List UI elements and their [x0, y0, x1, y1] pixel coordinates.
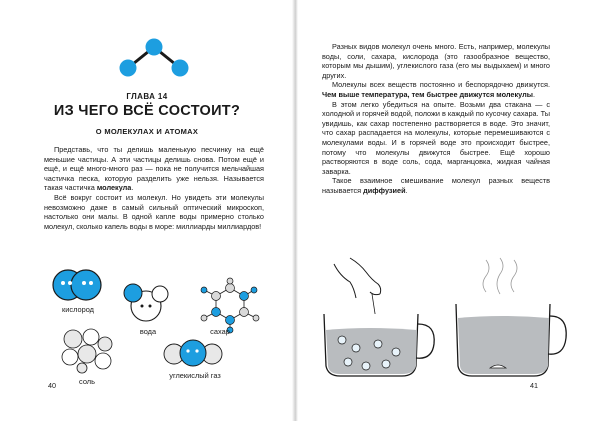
left-paragraph-1: Представь, что ты делишь маленькую песчинку на ещё меньшие частицы. А эти частицы делишь снова. Потом ещё и ещё, и ещё много-много раз — пока не получится мельчайшая частичка песка, которую разделить уже нельзя. Называется такая частичка молекула.: [44, 145, 264, 193]
water-molecule-illustration: [122, 282, 172, 328]
salt-crystal-illustration: [60, 326, 114, 374]
cold-water-cup-illustration: [320, 258, 438, 382]
page-number-left: 40: [48, 381, 56, 390]
sugar-label: сахар: [210, 327, 230, 336]
chapter-title: ИЗ ЧЕГО ВСЁ СОСТОИТ?: [53, 103, 241, 119]
water-label: вода: [139, 327, 157, 336]
co2-label: углекислый газ: [169, 371, 221, 380]
molecule-icon: [114, 38, 194, 82]
oxygen-label: кислород: [62, 305, 94, 314]
term-molecule: молекула: [96, 183, 132, 193]
right-paragraph-2: Молекулы всех веществ постоянно и беспорядочно движутся. Чем выше температура, тем быстрее движутся молекулы.: [322, 80, 550, 99]
left-page: [0, 0, 294, 421]
left-body-text: [44, 145, 264, 231]
hot-water-cup-illustration: [452, 258, 570, 382]
co2-molecule-illustration: [162, 338, 224, 370]
right-paragraph-1: Разных видов молекул очень много. Есть, например, молекулы воды, соли, сахара, кислорода (это газообразное вещество, которым мы дышим), углекислого газа (его мы выдыхаем) и много других.: [322, 42, 550, 80]
right-paragraph-4: Такое взаимное смешивание молекул разных веществ называется диффузией.: [322, 176, 550, 195]
right-body-text: [322, 42, 550, 196]
right-paragraph-3: В этом легко убедиться на опыте. Возьми два стакана — с холодной и горячей водой, положи в каждый по кусочку сахара. Ты увидишь, как сахар постепенно растворяется в воде. Это значит, что сахар распадается на молекулы, которые перемешиваются с молекулами воды. И в горячей воде это происходит быстрее, потому что молекулы движутся быстрее. Ещё хорошо растворяются в воде соль, сода, марганцовка, жидкая чайная заварка.: [322, 99, 550, 176]
right-page: [296, 0, 590, 421]
page-number-right: 41: [530, 381, 538, 390]
salt-label: соль: [79, 377, 95, 386]
temperature-rule: Чем выше температура, тем быстрее движутся молекулы: [322, 89, 533, 99]
chapter-subtitle: О МОЛЕКУЛАХ И АТОМАХ: [95, 127, 199, 136]
sugar-molecule-illustration: [194, 280, 266, 332]
term-diffusion: диффузией: [363, 185, 406, 195]
chapter-label: ГЛАВА 14: [126, 92, 168, 101]
left-paragraph-2: Всё вокруг состоит из молекул. Но увидеть эти молекулы невозможно даже в самый сильный оптический микроскоп, настолько они малы. В одной капле воды примерно столько молекул, сколько капель воды в море: миллиарды миллиардов!: [44, 192, 264, 231]
oxygen-molecule-illustration: [46, 266, 108, 306]
